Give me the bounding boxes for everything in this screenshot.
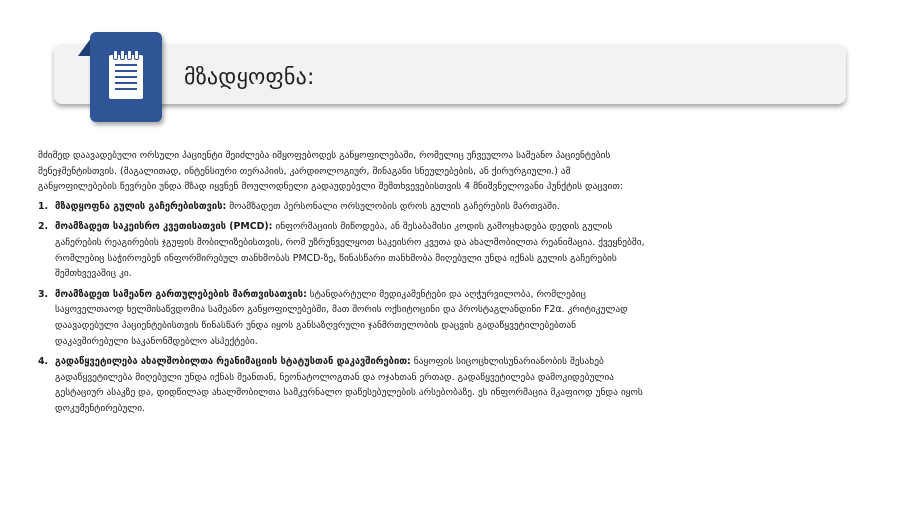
list-number: 3.: [38, 288, 49, 300]
notepad-ring: [120, 50, 125, 60]
notepad-icon: [109, 55, 143, 99]
notepad-ring: [127, 50, 132, 60]
list-item-heading: მოამზადეთ საკეისრო კვეთისათვის (PMCD):: [55, 221, 273, 233]
notepad-ring: [113, 50, 118, 60]
list-item-heading: მზადყოფნა გულის გაჩერებისთვის:: [55, 200, 227, 212]
key-points-list: [38, 199, 648, 417]
list-item-heading: მოამზადეთ სამეანო გართულებების მართვისათვის:: [55, 288, 307, 300]
notepad-ring: [134, 50, 139, 60]
list-item: [38, 287, 648, 349]
notepad-line: [115, 64, 137, 66]
notepad-line: [115, 82, 137, 84]
body-content: [38, 148, 648, 422]
list-number: 4.: [38, 356, 49, 368]
list-item-text: ნაყოფის სიცოცხლისუნარიანობის შესახებ გადაწყვეტილება მიღებული უნდა იქნას მეანთან, ნეონატოლოგთან და ოჯახთან ერთად. გადაწყვეტილება დამოკიდებულია გესტაციურ ასაკზე და, დიდწილად ახალშობილთა სამკურნალო დაწესებულების არსებობაზე. ეს ინფორმაცია მკაფიოდ უნდა იყოს დოკუმენტირებული.: [55, 356, 643, 414]
list-number: 2.: [38, 221, 49, 233]
list-item-text: მოამზადეთ პერსონალი ორსულობის დროს გულის გაჩერების მართვაში.: [226, 200, 560, 212]
list-item-text: სტანდარტული მედიკამენტები და აღჭურვილობა, რომლებიც საყოველთაოდ ხელმისაწვდომია სამეანო განყოფილებებში, მათ შორის ოქსიტოცინი და პროსტაგლანდინი F2α. კრიტიკულად დაავადებული პაციენტებისთვის წინასწარ უნდა იყოს განსაზღვრული ჯანმრთელობის დაცვის გადაწყვეტილებებთან დაკავშირებული საკანონმდებლო ასპექტები.: [55, 288, 628, 347]
notepad-line: [115, 88, 137, 90]
notepad-line: [115, 70, 137, 72]
list-item: [38, 219, 648, 281]
notepad-line: [115, 76, 137, 78]
list-item-text: ინფორმაციის მიწოდება, ან შესაბამისი კოდის გამოცხადება დედის გულის გაჩერების რეაგირების ჯგუფის მობილიზებისთვის, რომ უზრუნველყოთ საკეისრო კვეთა და ახალშობილთა რეანიმაცია. ქვეყნებში, რომლებიც საჭიროებენ ინფორმირებულ თანხმობას PMCD-ზე, წინასწარი თანხმობა მიღებული უნდა იქნას გულის გაჩერების შემთხვევაშიც კი.: [55, 221, 645, 280]
notepad-icon-tile: [90, 32, 162, 122]
page-title: მზადყოფნა:: [184, 65, 315, 90]
list-item: [38, 354, 648, 416]
header-bar: [54, 44, 846, 104]
list-item-heading: გადაწყვეტილება ახალშობილთა რეანიმაციის სტატუსთან დაკავშირებით:: [55, 356, 411, 368]
list-number: 1.: [38, 200, 49, 212]
list-item: [38, 199, 648, 215]
intro-paragraph: მძიმედ დაავადებული ორსული პაციენტი შეიძლება იმყოფებოდეს განყოფილებაში, რომელიც უჩვეულოა სამეანო პაციენტების მენეჯმენტისთვის. (მაგალითად, ინტენსიური თერაპიის, კარდიოლოგიურ, შინაგანი სნეულებების, ან ქირურგიული.) ამ განყოფილებების წევრები უნდა მზად იყვნენ მოულოდნელი გადაუდებელი შემთხვევებისთვის 4 მნიშვნელოვანი პუნქტის დაცვით:: [38, 150, 624, 193]
